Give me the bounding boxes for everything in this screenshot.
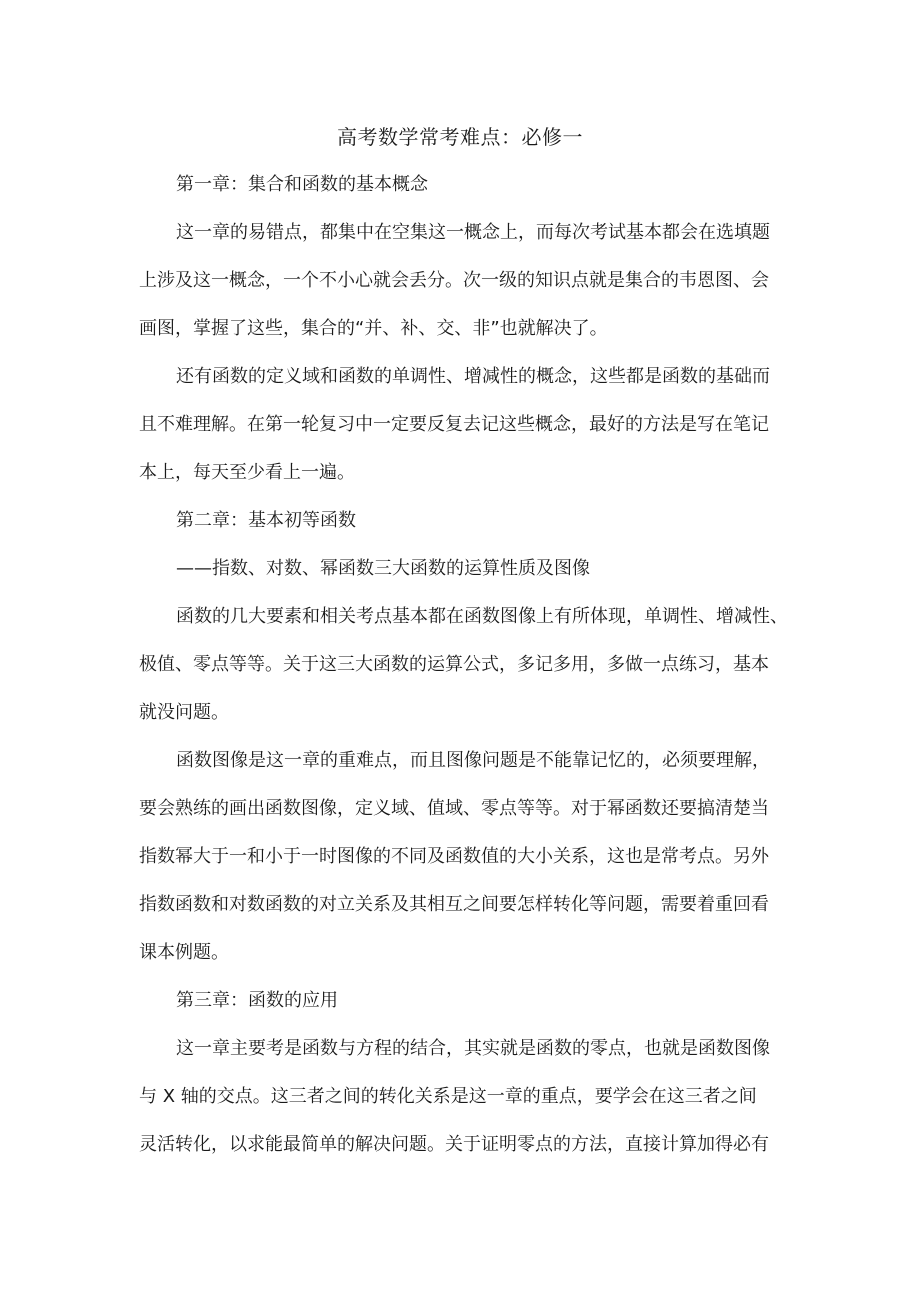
- text-line: 极值、零点等等。关于这三大函数的运算公式，多记多用，多做一点练习，基本: [139, 654, 769, 675]
- text-line: 指数函数和对数函数的对立关系及其相互之间要怎样转化等问题，需要着重回看: [139, 894, 769, 915]
- text-line: 要会熟练的画出函数图像，定义域、值域、零点等等。对于幂函数还要搞清楚当: [139, 798, 769, 819]
- text-line: 指数幂大于一和小于一时图像的不同及函数值的大小关系，这也是常考点。另外: [139, 846, 769, 867]
- text-line: 与 X 轴的交点。这三者之间的转化关系是这一章的重点，要学会在这三者之间: [139, 1086, 757, 1107]
- text-line: 这一章的易错点，都集中在空集这一概念上，而每次考试基本都会在选填题: [176, 222, 770, 243]
- text-line: 就没问题。: [139, 702, 229, 723]
- text-line: 函数图像是这一章的重难点，而且图像问题是不能靠记忆的，必须要理解，: [176, 750, 770, 771]
- text-line: 画图，掌握了这些，集合的“并、补、交、非”也就解决了。: [139, 318, 608, 339]
- text-line: 本上，每天至少看上一遍。: [139, 462, 355, 483]
- chapter-2-subtitle: ——指数、对数、幂函数三大函数的运算性质及图像: [176, 558, 590, 579]
- text-line: 还有函数的定义域和函数的单调性、增减性的概念，这些都是函数的基础而: [176, 366, 770, 387]
- chapter-2-heading: 第二章：基本初等函数: [176, 510, 356, 531]
- text-line: 灵活转化，以求能最简单的解决问题。关于证明零点的方法，直接计算加得必有: [139, 1134, 769, 1155]
- text-line: 上涉及这一概念，一个不小心就会丢分。次一级的知识点就是集合的韦恩图、会: [139, 270, 769, 291]
- text-line: 课本例题。: [139, 942, 229, 963]
- chapter-1-heading: 第一章：集合和函数的基本概念: [176, 174, 428, 195]
- text-line: 这一章主要考是函数与方程的结合，其实就是函数的零点，也就是函数图像: [176, 1038, 770, 1059]
- text-line: 函数的几大要素和相关考点基本都在函数图像上有所体现，单调性、增减性、: [176, 606, 788, 627]
- chapter-3-heading: 第三章：函数的应用: [176, 990, 338, 1011]
- page-title: 高考数学常考难点：必修一: [337, 125, 583, 149]
- text-line: 且不难理解。在第一轮复习中一定要反复去记这些概念，最好的方法是写在笔记: [139, 414, 769, 435]
